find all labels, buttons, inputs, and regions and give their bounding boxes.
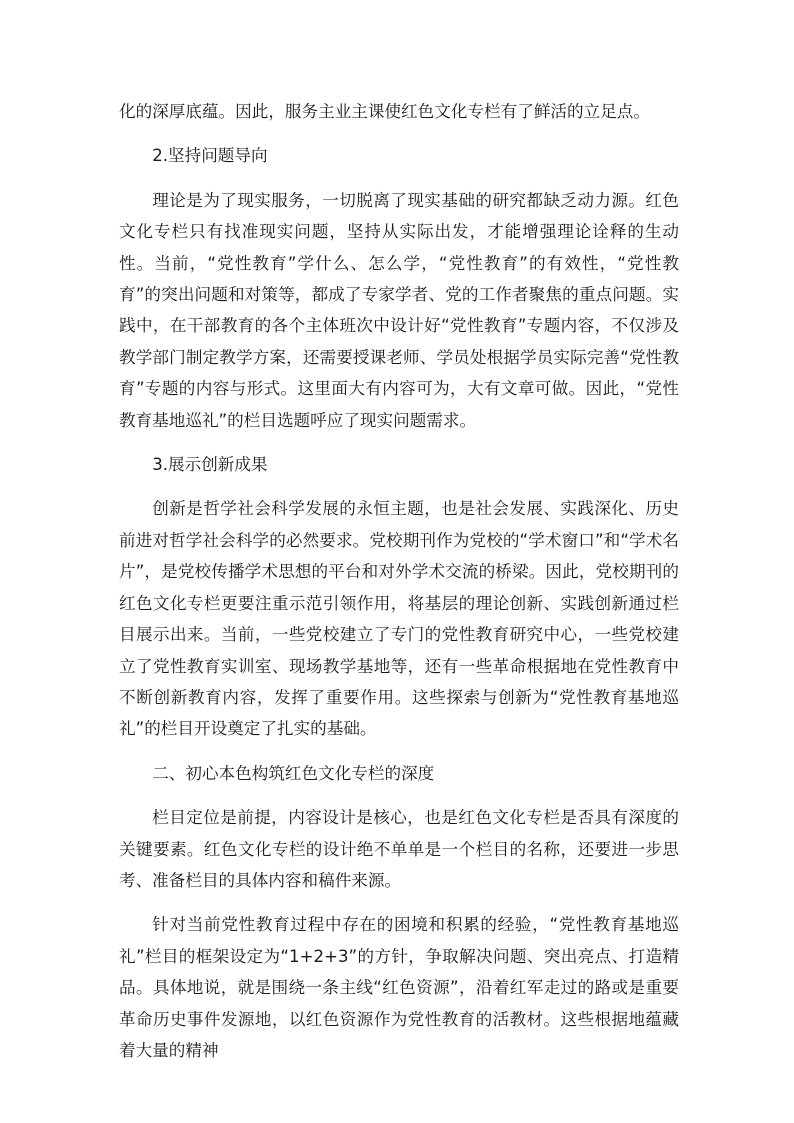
- paragraph-gap: [119, 480, 679, 493]
- paragraph-gap: [119, 127, 679, 140]
- paragraph: 化的深厚底蕴。因此，服务主业主课使红色文化专栏有了鲜活的立足点。: [119, 102, 650, 121]
- paragraph: 栏目定位是前提，内容设计是核心，也是红色文化专栏是否具有深度的关键要素。红色文化专栏的设计绝不单单是一个栏目的名称，还要进一步思考、准备栏目的具体内容和稿件来源。: [119, 808, 679, 890]
- paragraph-gap: [119, 896, 679, 909]
- section-heading: 3.展示创新成果: [152, 455, 268, 475]
- paragraph: 创新是哲学社会科学发展的永恒主题，也是社会发展、实践深化、历史前进对哲学社会科学的必然要求。党校期刊作为党校的“学术窗口”和“学术名片”，是党校传播学术思想的平台和对外学术交流的桥梁。因此，党校期刊的红色文化专栏更要注重示范引领作用，将基层的理论创新、实践创新通过栏目展示出来。当前，一些党校建立了专门的党性教育研究中心，一些党校建立了党性教育实训室、现场教学基地等，还有一些革命根据地在党性教育中不断创新教育内容，发挥了重要作用。这些探索与创新为“党性教育基地巡礼”的栏目开设奠定了扎实的基础。: [119, 499, 679, 739]
- paragraph-gap: [119, 789, 679, 802]
- paragraph-gap: [119, 745, 679, 758]
- section-heading: 2.坚持问题导向: [152, 146, 268, 166]
- paragraph-gap: [119, 172, 679, 185]
- document-body: [119, 96, 679, 1066]
- paragraph: 针对当前党性教育过程中存在的困境和积累的经验，“党性教育基地巡礼”栏目的框架设定为“1+2+3”的方针，争取解决问题、突出亮点、打造精品。具体地说，就是围绕一条主线“红色资源”，沿着红军走过的路或是重要革命历史事件发源地，以红色资源作为党性教育的活教材。这些根据地蕴藏着大量的精神: [119, 915, 679, 1060]
- paragraph: 理论是为了现实服务，一切脱离了现实基础的研究都缺乏动力源。红色文化专栏只有找准现实问题，坚持从实际出发，才能增强理论诠释的生动性。当前，“党性教育”学什么、怎么学，“党性教育”的有效性，“党性教育”的突出问题和对策等，都成了专家学者、党的工作者聚焦的重点问题。实践中，在干部教育的各个主体班次中设计好“党性教育”专题内容，不仅涉及教学部门制定教学方案，还需要授课老师、学员处根据学员实际完善“党性教育”专题的内容与形式。这里面大有内容可为，大有文章可做。因此，“党性教育基地巡礼”的栏目选题呼应了现实问题需求。: [119, 190, 679, 430]
- paragraph-gap: [119, 436, 679, 449]
- section-heading: 二、初心本色构筑红色文化专栏的深度: [152, 763, 435, 783]
